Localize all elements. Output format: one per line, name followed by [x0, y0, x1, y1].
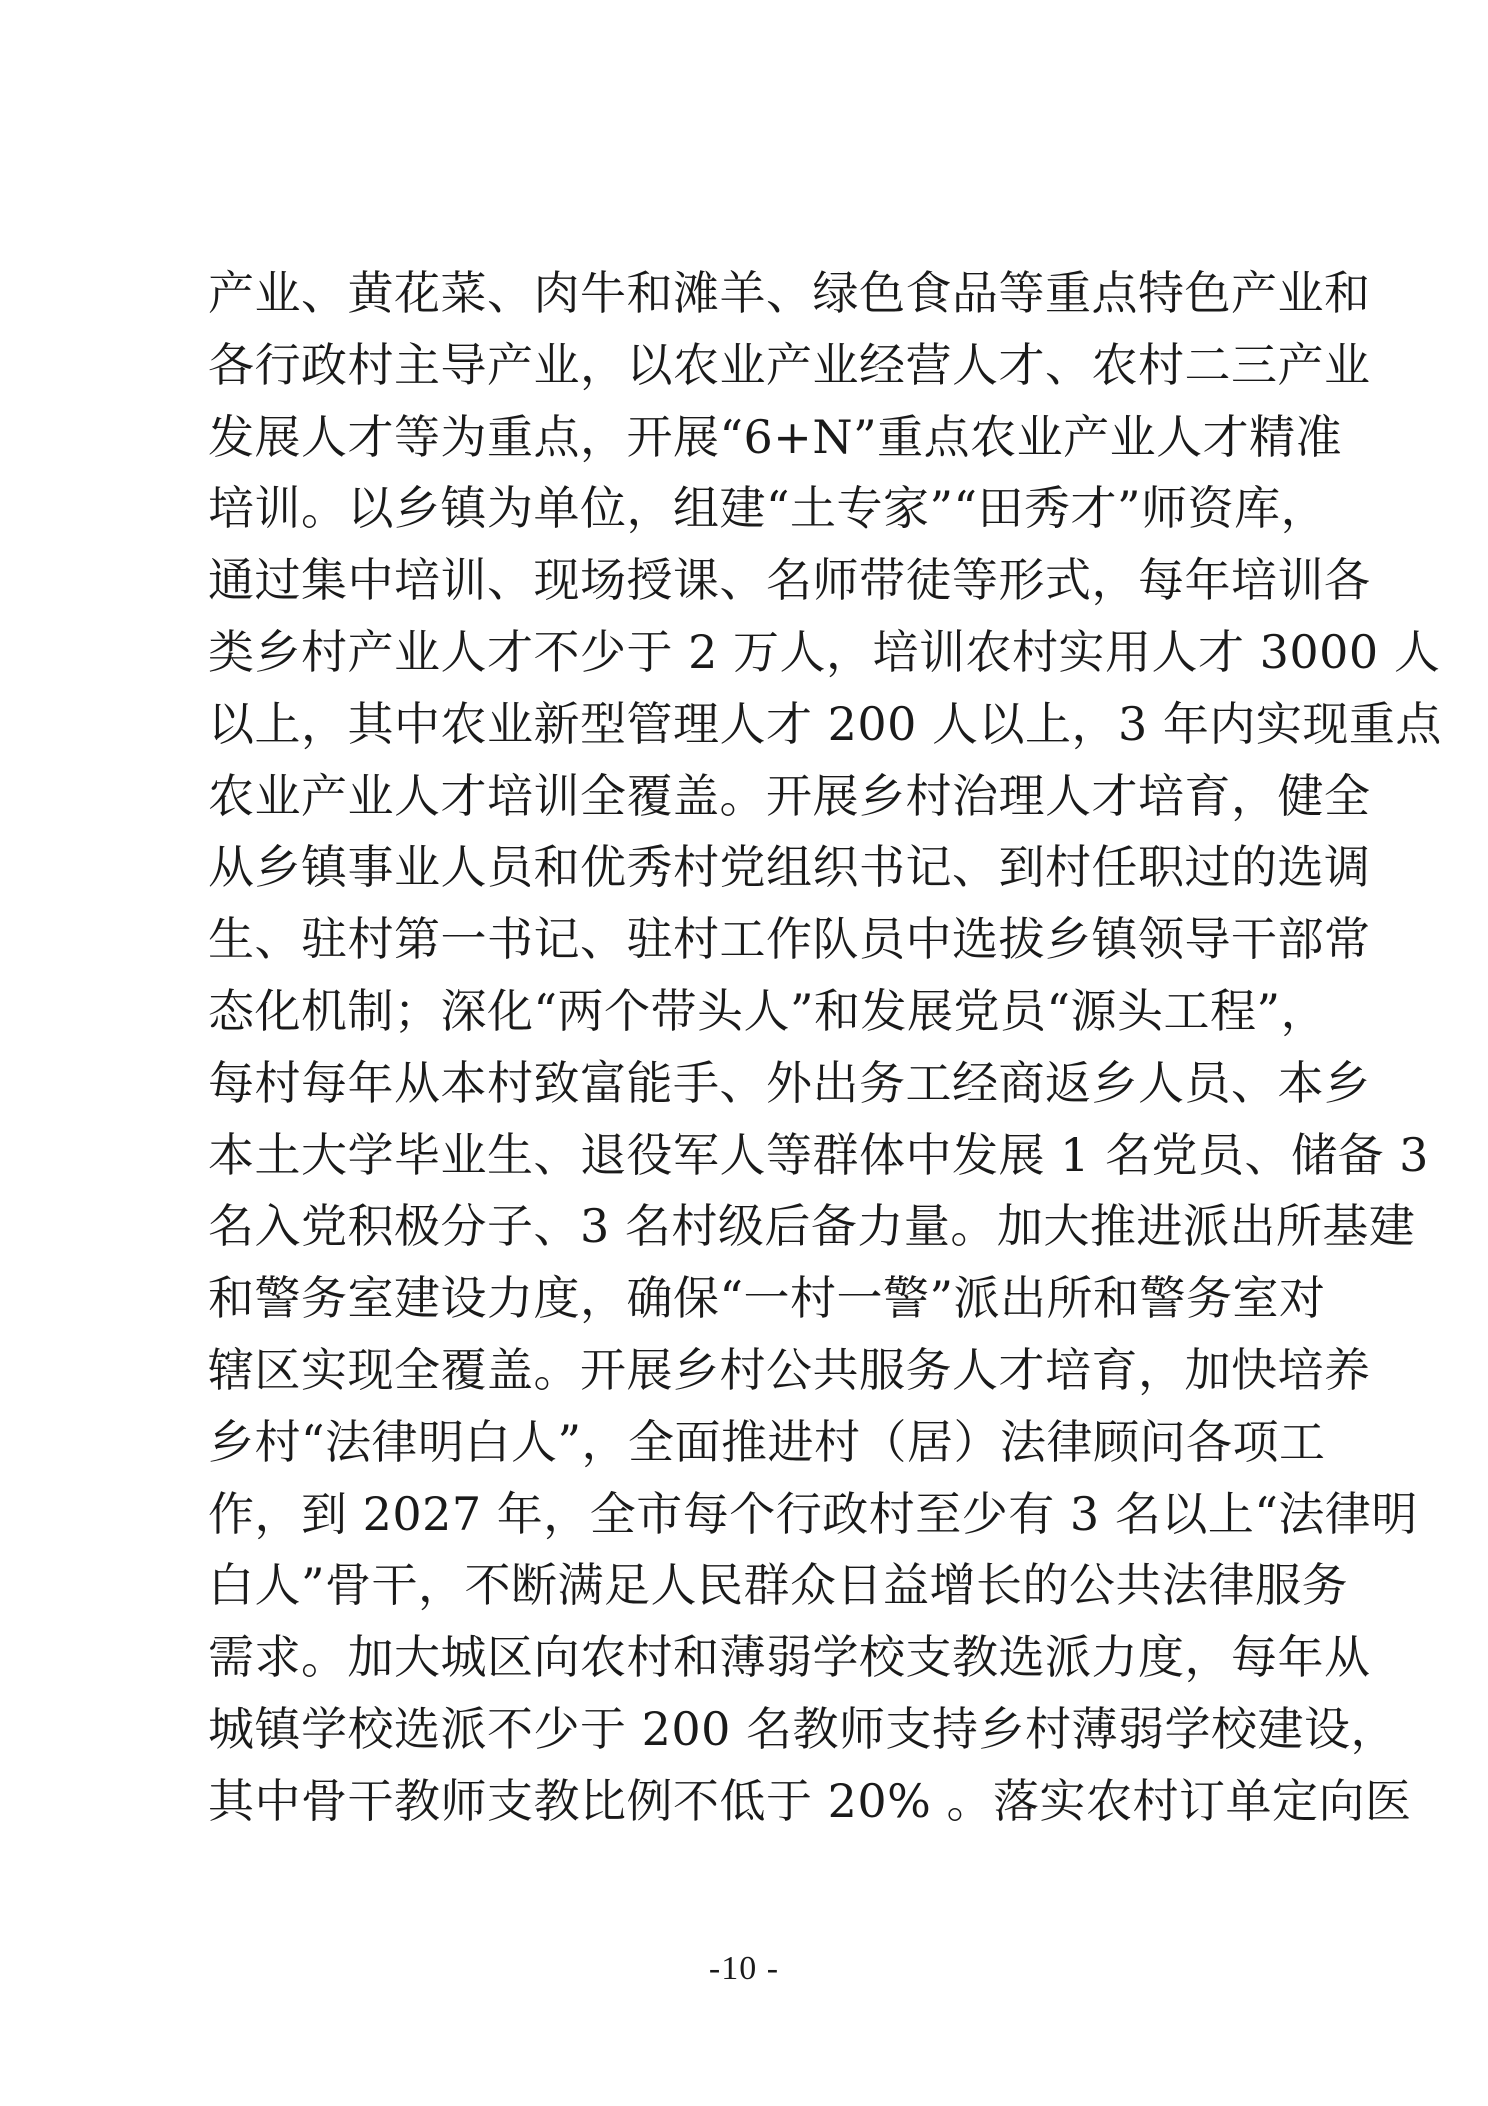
text-line: 名入党积极分子、3 名村级后备力量。加大推进派出所基建	[208, 1199, 1416, 1254]
text-line: 生、驻村第一书记、驻村工作队员中选拔乡镇领导干部常	[208, 912, 1371, 967]
text-line: 乡村“法律明白人”，全面推进村（居）法律顾问各项工	[208, 1414, 1326, 1469]
text-line: 其中骨干教师支教比例不低于 20% 。落实农村订单定向医	[208, 1773, 1412, 1828]
text-line: 每村每年从本村致富能手、外出务工经商返乡人员、本乡	[208, 1055, 1371, 1110]
text-line: 需求。加大城区向农村和薄弱学校支教选派力度，每年从	[208, 1630, 1371, 1685]
text-line: 以上，其中农业新型管理人才 200 人以上，3 年内实现重点	[208, 696, 1442, 751]
text-line: 辖区实现全覆盖。开展乡村公共服务人才培育，加快培养	[208, 1342, 1371, 1397]
text-line: 各行政村主导产业，以农业产业经营人才、农村二三产业	[208, 337, 1371, 392]
text-line: 白人”骨干，不断满足人民群众日益增长的公共法律服务	[208, 1558, 1349, 1613]
text-line: 和警务室建设力度，确保“一村一警”派出所和警务室对	[208, 1271, 1326, 1326]
text-line: 本土大学毕业生、退役军人等群体中发展 1 名党员、储备 3	[208, 1127, 1429, 1182]
text-line: 从乡镇事业人员和优秀村党组织书记、到村任职过的选调	[208, 840, 1371, 895]
body-text	[208, 258, 1442, 1838]
text-line: 产业、黄花菜、肉牛和滩羊、绿色食品等重点特色产业和	[208, 266, 1371, 320]
text-line: 类乡村产业人才不少于 2 万人，培训农村实用人才 3000 人	[208, 624, 1441, 679]
text-line: 通过集中培训、现场授课、名师带徒等形式，每年培训各	[208, 553, 1371, 608]
text-line: 态化机制；深化“两个带头人”和发展党员“源头工程”，	[208, 983, 1328, 1038]
text-line: 培训。以乡镇为单位，组建“土专家”“田秀才”师资库，	[208, 481, 1328, 536]
text-line: 城镇学校选派不少于 200 名教师支持乡村薄弱学校建设，	[208, 1701, 1398, 1756]
text-line: 发展人才等为重点，开展“6+N”重点农业产业人才精准	[208, 409, 1343, 464]
page-number: -10 -	[708, 1950, 780, 1987]
text-line: 农业产业人才培训全覆盖。开展乡村治理人才培育，健全	[208, 768, 1371, 823]
text-line: 作，到 2027 年，全市每个行政村至少有 3 名以上“法律明	[208, 1486, 1418, 1541]
